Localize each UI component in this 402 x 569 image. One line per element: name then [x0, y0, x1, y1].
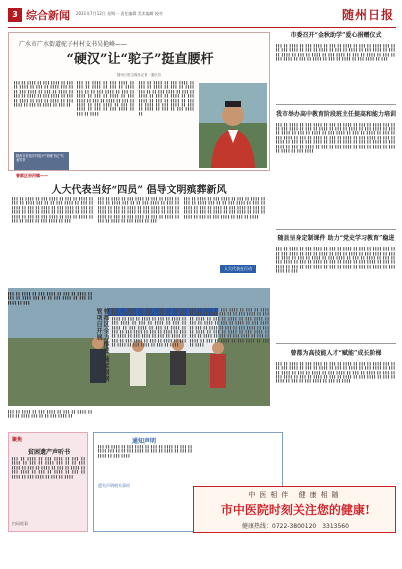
right-story4-title: 曾都为高技能人才“赋能”成长阶梯	[290, 349, 382, 357]
lead-body-col2: ▍▍▍ ▍▍ ▍▍▍▍ ▍▍ ▍▍▍ ▍▍▍▍ ▍▍ ▍▍▍ ▍▍ ▍▍▍▍ ▍▍ ▍▍▍ ▍▍ ▍▍▍▍ ▍▍▍ ▍▍ ▍▍ ▍▍▍ ▍▍▍▍ ▍▍ ▍▍▍ ▍▍ ▍▍▍▍ ▍▍ ▍▍▍ ▍▍ ▍▍▍▍ ▍▍ ▍▍▍ ▍▍▍▍ ▍▍ ▍▍▍ ▍▍ ▍▍▍▍ ▍▍ ▍▍▍ ▍▍ ▍▍▍▍ ▍▍ ▍▍▍ ▍▍▍▍ ▍▍ ▍▍▍ ▍▍ ▍▍▍▍ ▍▍ ▍▍▍ ▍▍ ▍▍▍ ▍▍▍▍ ▍▍ ▍▍▍ ▍▍ ▍▍▍▍	[77, 81, 135, 116]
portrait-illustration	[199, 83, 267, 168]
hospital-ad	[193, 486, 396, 533]
blue-box-body: ▍▍▍ ▍▍ ▍▍▍▍ ▍▍ ▍▍▍ ▍▍▍▍ ▍▍ ▍▍▍ ▍▍ ▍▍▍▍ ▍▍ ▍▍▍ ▍▍ ▍▍▍▍ ▍▍▍ ▍▍ ▍▍ ▍▍▍ ▍▍▍▍ ▍▍ ▍▍▍ ▍▍ ▍▍▍▍ ▍▍ ▍▍▍ ▍▍ ▍▍▍▍ ▍▍ ▍▍▍ ▍▍▍▍	[98, 445, 193, 458]
second-body-col1: ▍▍▍ ▍▍ ▍▍▍▍ ▍▍ ▍▍▍ ▍▍▍▍ ▍▍ ▍▍▍ ▍▍ ▍▍▍▍ ▍▍ ▍▍▍ ▍▍ ▍▍▍▍ ▍▍▍ ▍▍ ▍▍ ▍▍▍ ▍▍▍▍ ▍▍ ▍▍▍ ▍▍ ▍▍▍▍ ▍▍ ▍▍▍ ▍▍ ▍▍▍▍ ▍▍ ▍▍▍ ▍▍▍▍ ▍▍ ▍▍▍ ▍▍ ▍▍▍▍ ▍▍ ▍▍▍ ▍▍ ▍▍▍▍ ▍▍ ▍▍▍ ▍▍▍▍ ▍▍ ▍▍▍ ▍▍ ▍▍▍▍ ▍▍ ▍▍▍ ▍▍ ▍▍▍ ▍▍▍▍ ▍▍ ▍▍▍ ▍▍ ▍▍▍▍ ▍▍ ▍▍▍ ▍▍ ▍▍▍▍ ▍▍ ▍▍▍ ▍▍▍▍ ▍▍ ▍▍▍	[12, 197, 94, 224]
portrait-photo	[199, 83, 267, 168]
lead-article	[8, 32, 270, 171]
page-number: 3	[8, 8, 22, 22]
ad-headline: 市中医院时刻关注您的健康!	[220, 503, 371, 517]
pink-box-title: 贫困遗产声听书	[27, 449, 70, 456]
lead-kicker: 广水市广水街道驼子村村支书吴艳峰——	[19, 41, 128, 48]
right-story1-body: ▍▍▍ ▍▍ ▍▍▍▍ ▍▍ ▍▍▍ ▍▍▍▍ ▍▍ ▍▍▍ ▍▍ ▍▍▍▍ ▍▍ ▍▍▍ ▍▍ ▍▍▍▍ ▍▍▍ ▍▍ ▍▍ ▍▍▍ ▍▍▍▍ ▍▍ ▍▍▍ ▍▍ ▍▍▍▍ ▍▍ ▍▍▍ ▍▍ ▍▍▍▍ ▍▍ ▍▍▍ ▍▍▍▍ ▍▍ ▍▍▍ ▍▍ ▍▍▍▍ ▍▍ ▍▍▍ ▍▍ ▍▍▍▍ ▍▍ ▍▍▍ ▍▍▍▍ ▍▍ ▍▍▍ ▍▍ ▍▍▍▍ ▍▍ ▍▍▍ ▍▍ ▍▍▍ ▍▍▍▍ ▍▍ ▍▍▍ ▍▍ ▍▍▍▍ ▍▍ ▍▍▍ ▍▍ ▍▍▍▍ ▍▍ ▍▍▍ ▍▍▍▍ ▍▍ ▍▍▍	[276, 44, 396, 62]
right-story3-title: 随县呈身定制课件 助力“党史学习教育”稳进	[277, 235, 395, 243]
page-header	[8, 6, 396, 28]
photo-caption: ▍▍▍ ▍▍ ▍▍▍▍ ▍▍ ▍▍▍ ▍▍▍▍ ▍▍ ▍▍▍ ▍▍ ▍▍▍▍ ▍▍ ▍▍▍ ▍▍ ▍▍▍▍ ▍▍▍ ▍▍ ▍▍ ▍▍▍ ▍▍▍▍ ▍▍ ▍▍▍ ▍▍ ▍▍▍▍ ▍▍ ▍▍▍	[8, 292, 93, 305]
blue-box-sub: 遗失声明相关事项	[98, 483, 130, 488]
right-story2-body: ▍▍▍ ▍▍ ▍▍▍▍ ▍▍ ▍▍▍ ▍▍▍▍ ▍▍ ▍▍▍ ▍▍ ▍▍▍▍ ▍▍ ▍▍▍ ▍▍ ▍▍▍▍ ▍▍▍ ▍▍ ▍▍ ▍▍▍ ▍▍▍▍ ▍▍ ▍▍▍ ▍▍ ▍▍▍▍ ▍▍ ▍▍▍ ▍▍ ▍▍▍▍ ▍▍ ▍▍▍ ▍▍▍▍ ▍▍ ▍▍▍ ▍▍ ▍▍▍▍ ▍▍ ▍▍▍ ▍▍ ▍▍▍▍ ▍▍ ▍▍▍ ▍▍▍▍ ▍▍ ▍▍▍ ▍▍ ▍▍▍▍ ▍▍ ▍▍▍ ▍▍ ▍▍▍ ▍▍▍▍ ▍▍ ▍▍▍ ▍▍ ▍▍▍▍ ▍▍ ▍▍▍ ▍▍ ▍▍▍▍ ▍▍ ▍▍▍ ▍▍▍▍ ▍▍ ▍▍▍ ▍▍ ▍▍▍▍ ▍▍ ▍▍▍ ▍▍ ▍▍▍ ▍▍▍▍ ▍▍ ▍▍▍ ▍▍ ▍▍▍▍ ▍▍ ▍▍▍ ▍▍ ▍▍▍▍ ▍▍ ▍▍▍ ▍▍▍▍ ▍▍ ▍▍▍ ▍▍ ▍▍▍▍ ▍▍ ▍▍▍ ▍▍ ▍▍▍ ▍▍▍▍ ▍▍ ▍▍▍ ▍▍ ▍▍▍▍ ▍▍ ▍▍▍ ▍▍ ▍▍▍▍ ▍▍ ▍▍▍ ▍▍▍▍	[276, 122, 396, 154]
right-story2-title: 我市举办高中教育阶段班主任提高和能力培训	[276, 110, 397, 118]
pink-box-footer: 扫码收看	[12, 521, 28, 526]
pink-notice-box	[8, 432, 88, 532]
section-title: 综合新闻	[26, 9, 70, 22]
ad-slogan: 中医相伴 健康相随	[248, 491, 343, 499]
lower-body-left: ▍▍▍ ▍▍ ▍▍▍▍ ▍▍ ▍▍▍ ▍▍▍▍ ▍▍ ▍▍▍ ▍▍ ▍▍▍▍ ▍▍ ▍▍▍ ▍▍ ▍▍▍▍ ▍▍▍ ▍▍ ▍▍ ▍▍▍ ▍▍▍▍ ▍▍	[8, 410, 93, 419]
second-kicker: 曾都区府河镇——	[16, 173, 48, 178]
lower-body-mid2: ▍▍▍ ▍▍ ▍▍▍▍ ▍▍ ▍▍▍ ▍▍▍▍ ▍▍ ▍▍▍ ▍▍ ▍▍▍▍ ▍▍ ▍▍▍ ▍▍ ▍▍▍▍ ▍▍▍ ▍▍ ▍▍ ▍▍▍ ▍▍▍▍ ▍▍ ▍▍▍ ▍▍ ▍▍▍▍ ▍▍ ▍▍▍ ▍▍ ▍▍▍▍ ▍▍ ▍▍▍ ▍▍▍▍ ▍▍ ▍▍▍ ▍▍ ▍▍▍▍ ▍▍ ▍▍▍ ▍▍ ▍▍▍▍ ▍▍ ▍▍▍ ▍▍▍▍ ▍▍ ▍▍▍ ▍▍ ▍▍▍▍ ▍▍ ▍▍▍ ▍▍ ▍▍▍ ▍▍▍▍ ▍▍ ▍▍▍ ▍▍ ▍▍▍▍ ▍▍ ▍▍▍ ▍▍ ▍▍▍▍ ▍▍ ▍▍▍ ▍▍▍▍ ▍▍ ▍▍▍ ▍▍ ▍▍▍▍ ▍▍ ▍▍▍ ▍▍ ▍▍▍ ▍▍▍▍ ▍▍ ▍▍▍ ▍▍ ▍▍▍▍ ▍▍ ▍▍▍ ▍▍ ▍▍▍▍ ▍▍ ▍▍▍ ▍▍▍▍ ▍▍ ▍▍▍ ▍▍ ▍▍▍▍	[190, 308, 270, 348]
lead-byline: 随州日报全媒体记者 · 通讯员	[117, 73, 161, 77]
second-article	[8, 173, 270, 285]
lead-headline: “硬汉”让“驼子”挺直腰杆	[66, 52, 214, 67]
caption-box: 随州市首批乡村振兴“领雁书记”代表风采	[14, 152, 69, 170]
right-story4-body: ▍▍▍ ▍▍ ▍▍▍▍ ▍▍ ▍▍▍ ▍▍▍▍ ▍▍ ▍▍▍ ▍▍ ▍▍▍▍ ▍▍ ▍▍▍ ▍▍ ▍▍▍▍ ▍▍▍ ▍▍ ▍▍ ▍▍▍ ▍▍▍▍ ▍▍ ▍▍▍ ▍▍ ▍▍▍▍ ▍▍ ▍▍▍ ▍▍ ▍▍▍▍ ▍▍ ▍▍▍ ▍▍▍▍ ▍▍ ▍▍▍ ▍▍ ▍▍▍▍ ▍▍ ▍▍▍ ▍▍ ▍▍▍▍ ▍▍ ▍▍▍ ▍▍▍▍ ▍▍ ▍▍▍ ▍▍ ▍▍▍▍ ▍▍ ▍▍▍ ▍▍ ▍▍▍ ▍▍▍▍ ▍▍ ▍▍▍ ▍▍ ▍▍▍▍ ▍▍ ▍▍▍ ▍▍ ▍▍▍▍ ▍▍ ▍▍▍ ▍▍▍▍ ▍▍ ▍▍▍ ▍▍ ▍▍▍▍ ▍▍ ▍▍▍ ▍▍ ▍▍▍ ▍▍▍▍ ▍▍ ▍▍▍ ▍▍ ▍▍▍▍	[276, 361, 396, 384]
header-meta: 2021年7月12日 星期一 责任编辑 美术编辑 校对	[76, 11, 163, 16]
lead-body-col1: ▍▍▍ ▍▍ ▍▍▍▍ ▍▍ ▍▍▍ ▍▍▍▍ ▍▍ ▍▍▍ ▍▍ ▍▍▍▍ ▍▍ ▍▍▍ ▍▍ ▍▍▍▍ ▍▍▍ ▍▍ ▍▍ ▍▍▍ ▍▍▍▍ ▍▍ ▍▍▍ ▍▍ ▍▍▍▍ ▍▍ ▍▍▍ ▍▍ ▍▍▍▍ ▍▍ ▍▍▍ ▍▍▍▍ ▍▍ ▍▍▍ ▍▍ ▍▍▍▍ ▍▍ ▍▍▍ ▍▍ ▍▍▍▍ ▍▍ ▍▍▍ ▍▍▍▍ ▍▍ ▍▍▍ ▍▍ ▍▍▍▍ ▍▍ ▍▍▍ ▍▍	[14, 81, 74, 108]
lower-body-mid1: ▍▍▍ ▍▍ ▍▍▍▍ ▍▍ ▍▍▍ ▍▍▍▍ ▍▍ ▍▍▍ ▍▍ ▍▍▍▍ ▍▍ ▍▍▍ ▍▍ ▍▍▍▍ ▍▍▍ ▍▍ ▍▍ ▍▍▍ ▍▍▍▍ ▍▍ ▍▍▍ ▍▍ ▍▍▍▍ ▍▍ ▍▍▍ ▍▍ ▍▍▍▍ ▍▍ ▍▍▍ ▍▍▍▍ ▍▍ ▍▍▍ ▍▍ ▍▍▍▍ ▍▍ ▍▍▍ ▍▍ ▍▍▍▍ ▍▍ ▍▍▍ ▍▍▍▍ ▍▍ ▍▍▍ ▍▍ ▍▍▍▍ ▍▍ ▍▍▍ ▍▍ ▍▍▍ ▍▍▍▍ ▍▍ ▍▍▍ ▍▍ ▍▍▍▍ ▍▍ ▍▍▍ ▍▍ ▍▍▍▍ ▍▍ ▍▍▍ ▍▍▍▍ ▍▍ ▍▍▍ ▍▍ ▍▍▍▍ ▍▍ ▍▍▍ ▍▍ ▍▍▍ ▍▍▍▍ ▍▍ ▍▍▍ ▍▍ ▍▍▍▍ ▍▍ ▍▍▍ ▍▍ ▍▍▍▍ ▍▍ ▍▍▍ ▍▍▍▍ ▍▍ ▍▍▍ ▍▍ ▍▍▍▍	[112, 308, 187, 348]
action-badge: 人大代表在行动	[220, 265, 256, 273]
pink-box-body: ▍▍▍ ▍▍ ▍▍▍▍ ▍▍ ▍▍▍ ▍▍▍▍ ▍▍ ▍▍▍ ▍▍ ▍▍▍▍ ▍▍ ▍▍▍ ▍▍ ▍▍▍▍ ▍▍▍ ▍▍ ▍▍ ▍▍▍ ▍▍▍▍ ▍▍ ▍▍▍ ▍▍ ▍▍▍▍ ▍▍ ▍▍▍ ▍▍ ▍▍▍▍ ▍▍ ▍▍▍ ▍▍▍▍ ▍▍ ▍▍▍ ▍▍ ▍▍▍▍ ▍▍ ▍▍▍ ▍▍ ▍▍▍▍ ▍▍ ▍▍▍ ▍▍▍▍ ▍▍ ▍▍▍ ▍▍ ▍▍▍▍	[12, 457, 86, 479]
right-story3-body: ▍▍▍ ▍▍ ▍▍▍▍ ▍▍ ▍▍▍ ▍▍▍▍ ▍▍ ▍▍▍ ▍▍ ▍▍▍▍ ▍▍ ▍▍▍ ▍▍ ▍▍▍▍ ▍▍▍ ▍▍ ▍▍ ▍▍▍ ▍▍▍▍ ▍▍ ▍▍▍ ▍▍ ▍▍▍▍ ▍▍ ▍▍▍ ▍▍ ▍▍▍▍ ▍▍ ▍▍▍ ▍▍▍▍ ▍▍ ▍▍▍ ▍▍ ▍▍▍▍ ▍▍ ▍▍▍ ▍▍ ▍▍▍▍ ▍▍ ▍▍▍ ▍▍▍▍ ▍▍ ▍▍▍ ▍▍ ▍▍▍▍ ▍▍ ▍▍▍ ▍▍ ▍▍▍ ▍▍▍▍ ▍▍ ▍▍▍ ▍▍ ▍▍▍▍ ▍▍ ▍▍▍ ▍▍ ▍▍▍▍ ▍▍ ▍▍▍ ▍▍▍▍ ▍▍ ▍▍▍ ▍▍ ▍▍▍▍ ▍▍ ▍▍▍ ▍▍ ▍▍▍ ▍▍▍▍ ▍▍ ▍▍▍ ▍▍ ▍▍▍▍ ▍▍ ▍▍▍ ▍▍ ▍▍▍▍ ▍▍ ▍▍▍ ▍▍▍▍ ▍▍ ▍▍▍	[276, 247, 396, 274]
right-story1-title: 市委召开“金秋助学”爱心捐赠仪式	[290, 32, 382, 39]
right-column	[276, 32, 396, 452]
lead-body-col3: ▍▍▍ ▍▍ ▍▍▍▍ ▍▍ ▍▍▍ ▍▍▍▍ ▍▍ ▍▍▍ ▍▍ ▍▍▍▍ ▍▍ ▍▍▍ ▍▍ ▍▍▍▍ ▍▍▍ ▍▍ ▍▍ ▍▍▍ ▍▍▍▍ ▍▍ ▍▍▍ ▍▍ ▍▍▍▍ ▍▍ ▍▍▍ ▍▍ ▍▍▍▍ ▍▍ ▍▍▍ ▍▍▍▍ ▍▍ ▍▍▍ ▍▍ ▍▍▍▍ ▍▍ ▍▍▍ ▍▍ ▍▍▍▍ ▍▍ ▍▍▍ ▍▍▍▍ ▍▍ ▍▍▍ ▍▍ ▍▍▍▍ ▍▍ ▍▍▍ ▍▍ ▍▍▍ ▍▍▍▍ ▍▍	[139, 81, 195, 116]
ad-phone: 健康热线：0722-3800120 3313560	[242, 523, 349, 530]
blue-box-title: 通知声明	[131, 438, 156, 445]
pink-box-label: 聚焦	[12, 437, 23, 443]
second-body-col2: ▍▍▍ ▍▍ ▍▍▍▍ ▍▍ ▍▍▍ ▍▍▍▍ ▍▍ ▍▍▍ ▍▍ ▍▍▍▍ ▍▍ ▍▍▍ ▍▍ ▍▍▍▍ ▍▍▍ ▍▍ ▍▍ ▍▍▍ ▍▍▍▍ ▍▍ ▍▍▍ ▍▍ ▍▍▍▍ ▍▍ ▍▍▍ ▍▍ ▍▍▍▍ ▍▍ ▍▍▍ ▍▍▍▍ ▍▍ ▍▍▍ ▍▍ ▍▍▍▍ ▍▍ ▍▍▍ ▍▍ ▍▍▍▍ ▍▍ ▍▍▍ ▍▍▍▍ ▍▍ ▍▍▍ ▍▍ ▍▍▍▍ ▍▍ ▍▍▍ ▍▍ ▍▍▍ ▍▍▍▍ ▍▍ ▍▍▍ ▍▍ ▍▍▍▍ ▍▍ ▍▍▍ ▍▍ ▍▍▍▍ ▍▍ ▍▍▍ ▍▍▍▍ ▍▍ ▍▍▍	[98, 197, 180, 224]
second-body-col3: ▍▍▍ ▍▍ ▍▍▍▍ ▍▍ ▍▍▍ ▍▍▍▍ ▍▍ ▍▍▍ ▍▍ ▍▍▍▍ ▍▍ ▍▍▍ ▍▍ ▍▍▍▍ ▍▍▍ ▍▍ ▍▍ ▍▍▍ ▍▍▍▍ ▍▍ ▍▍▍ ▍▍ ▍▍▍▍ ▍▍ ▍▍▍ ▍▍ ▍▍▍▍ ▍▍ ▍▍▍ ▍▍▍▍ ▍▍ ▍▍▍ ▍▍ ▍▍▍▍ ▍▍ ▍▍▍ ▍▍ ▍▍▍▍ ▍▍ ▍▍▍ ▍▍▍▍ ▍▍ ▍▍▍ ▍▍ ▍▍▍▍ ▍▍ ▍▍▍ ▍▍ ▍▍▍ ▍▍▍▍ ▍▍ ▍▍▍ ▍▍ ▍▍▍▍	[184, 197, 266, 219]
second-headline: 人大代表当好“四员” 倡导文明殡葬新风	[51, 185, 227, 196]
vertical-headline: 曾都区全力推进 蔬菜钢钢管项目开展	[95, 308, 109, 383]
newspaper-logo: 随州日报	[341, 8, 394, 22]
